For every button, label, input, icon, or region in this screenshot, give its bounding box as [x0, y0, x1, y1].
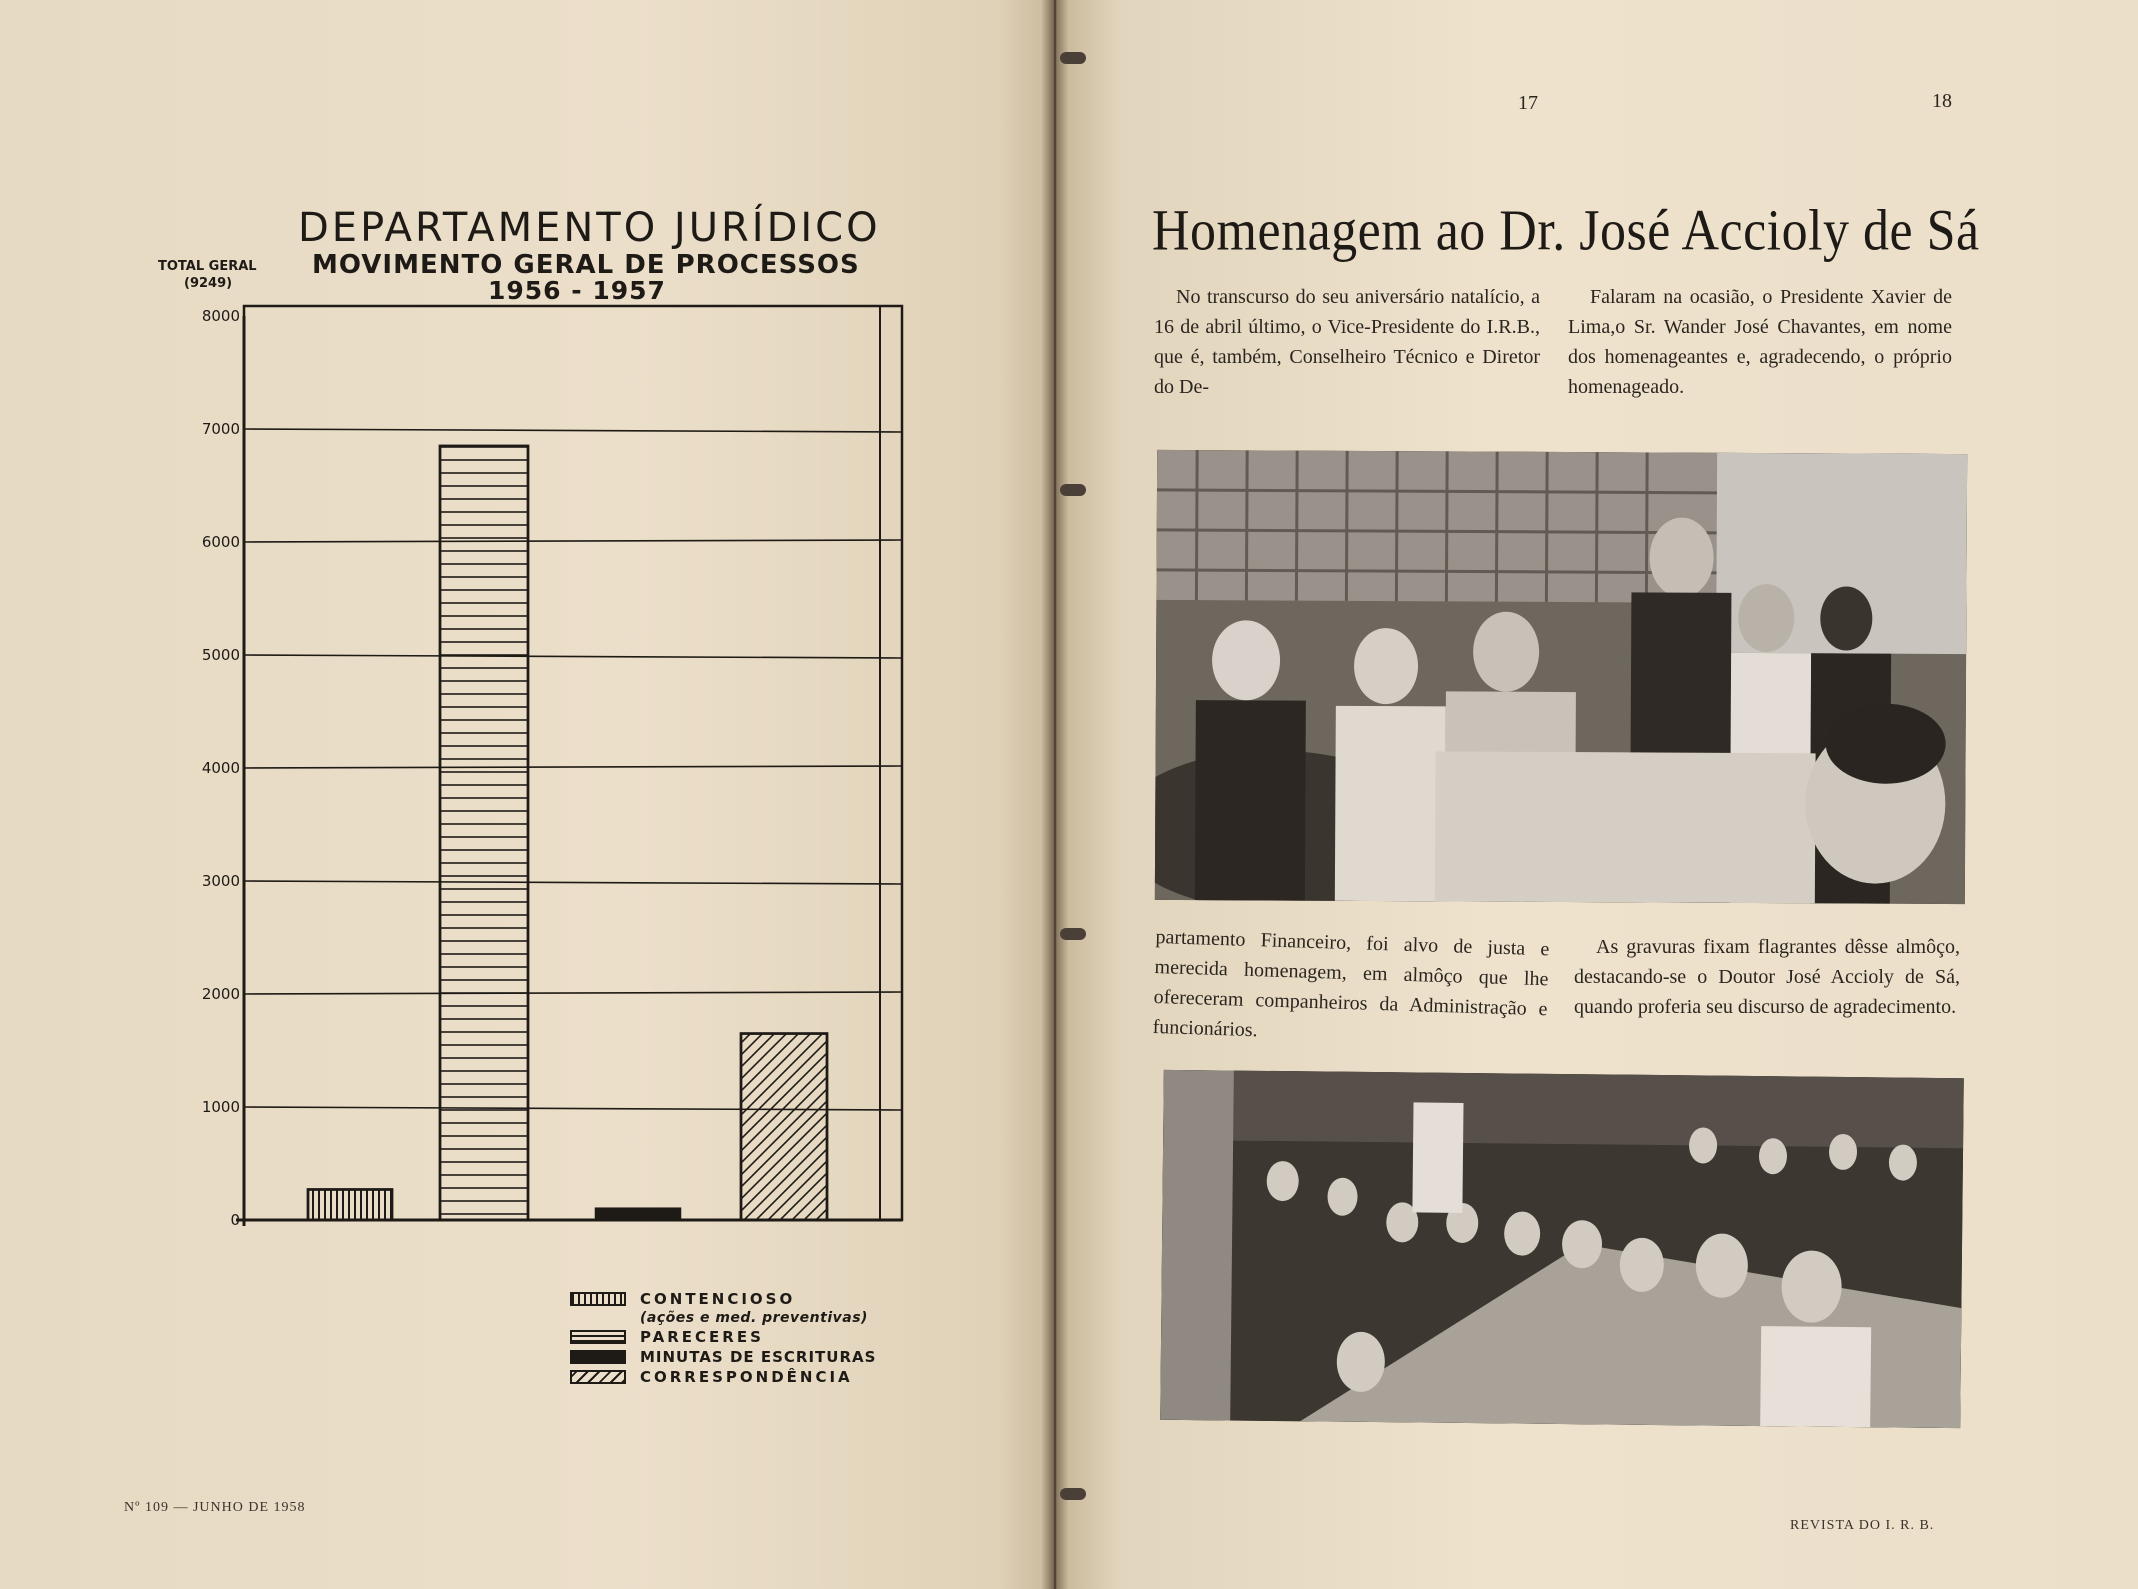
- chart-title: DEPARTAMENTO JURÍDICO: [298, 205, 881, 251]
- legend-label: CORRESPONDÊNCIA: [640, 1368, 853, 1386]
- book-gutter: [1040, 0, 1070, 1589]
- legend-note: (ações e med. preventivas): [640, 1310, 868, 1326]
- gridline: [244, 992, 902, 994]
- bar-pareceres: [440, 446, 528, 1220]
- bar-correspond-ncia: [741, 1034, 827, 1220]
- issue-footer: Nº 109 — JUNHO DE 1958: [124, 1500, 306, 1515]
- journal-footer: REVISTA DO I. R. B.: [1790, 1518, 1935, 1533]
- gridline: [244, 766, 902, 768]
- y-tick-label: 5000: [201, 646, 240, 664]
- legend-label: CONTENCIOSO: [640, 1290, 796, 1308]
- y-tick-label: 0: [230, 1211, 240, 1229]
- bar-minutas-de-escrituras: [596, 1209, 680, 1220]
- legend-item-minutas: [570, 1348, 876, 1368]
- legend-item-pareceres: [570, 1328, 876, 1348]
- legend-item-contencioso: [570, 1290, 876, 1310]
- y-tick-label: 8000: [201, 307, 240, 325]
- gridline: [244, 655, 902, 658]
- y-tick-label: 6000: [201, 533, 240, 551]
- banquet-photo-guests: [1160, 1070, 1964, 1428]
- article-paragraph: partamento Financeiro, foi alvo de justa e merecida homenagem, em almôço que lhe ofereceram companheiros da Administração e funcionários.: [1152, 925, 1550, 1042]
- chart-period: 1956 - 1957: [488, 276, 666, 305]
- y-tick-label: 7000: [201, 420, 240, 438]
- article-paragraph: As gravuras fixam flagrantes dêsse almôço, destacando-se o Doutor José Accioly de Sá, quando proferia seu discurso de agradecimento.: [1574, 936, 1960, 1018]
- gridline: [244, 881, 902, 884]
- diagonal-lines-swatch: [570, 1370, 626, 1384]
- gridline: [244, 540, 902, 542]
- legend-item-correspondencia: [570, 1368, 876, 1388]
- y-tick-label: 2000: [201, 985, 240, 1003]
- page-number: 18: [1932, 90, 1952, 112]
- gridline: [244, 429, 902, 432]
- binding-staple: [1060, 52, 1086, 64]
- bar-chart: [150, 290, 940, 1250]
- banquet-photo-speech: [1155, 450, 1967, 904]
- legend-label: MINUTAS DE ESCRITURAS: [640, 1348, 877, 1366]
- page-number: 17: [1518, 92, 1538, 114]
- binding-staple: [1060, 1488, 1086, 1500]
- binding-staple: [1060, 928, 1086, 940]
- article-paragraph: Falaram na ocasião, o Presidente Xavier de Lima,o Sr. Wander José Chavantes, em nome dos homenageantes e, agradecendo, o próprio homenageado.: [1568, 286, 1952, 398]
- y-axis-label: TOTAL GERAL: [158, 259, 257, 274]
- article-title: Homenagem ao Dr. José Accioly de Sá: [1152, 199, 1980, 263]
- vertical-lines-swatch: [570, 1292, 626, 1306]
- solid-swatch: [570, 1350, 626, 1364]
- bar-contencioso: [308, 1189, 392, 1220]
- y-tick-label: 3000: [201, 872, 240, 890]
- chart-legend: [570, 1290, 876, 1388]
- article-paragraph: No transcurso do seu aniversário natalício, a 16 de abril último, o Vice-Presidente do I.R.B., que é, também, Conselheiro Técnico e Diretor do De-: [1154, 286, 1540, 398]
- y-axis-total: (9249): [184, 276, 233, 291]
- chart-subtitle: MOVIMENTO GERAL DE PROCESSOS: [312, 250, 860, 280]
- binding-staple: [1060, 484, 1086, 496]
- y-tick-label: 1000: [201, 1098, 240, 1116]
- legend-label: PARECERES: [640, 1328, 764, 1346]
- y-tick-label: 4000: [201, 759, 240, 777]
- horizontal-lines-swatch: [570, 1330, 626, 1344]
